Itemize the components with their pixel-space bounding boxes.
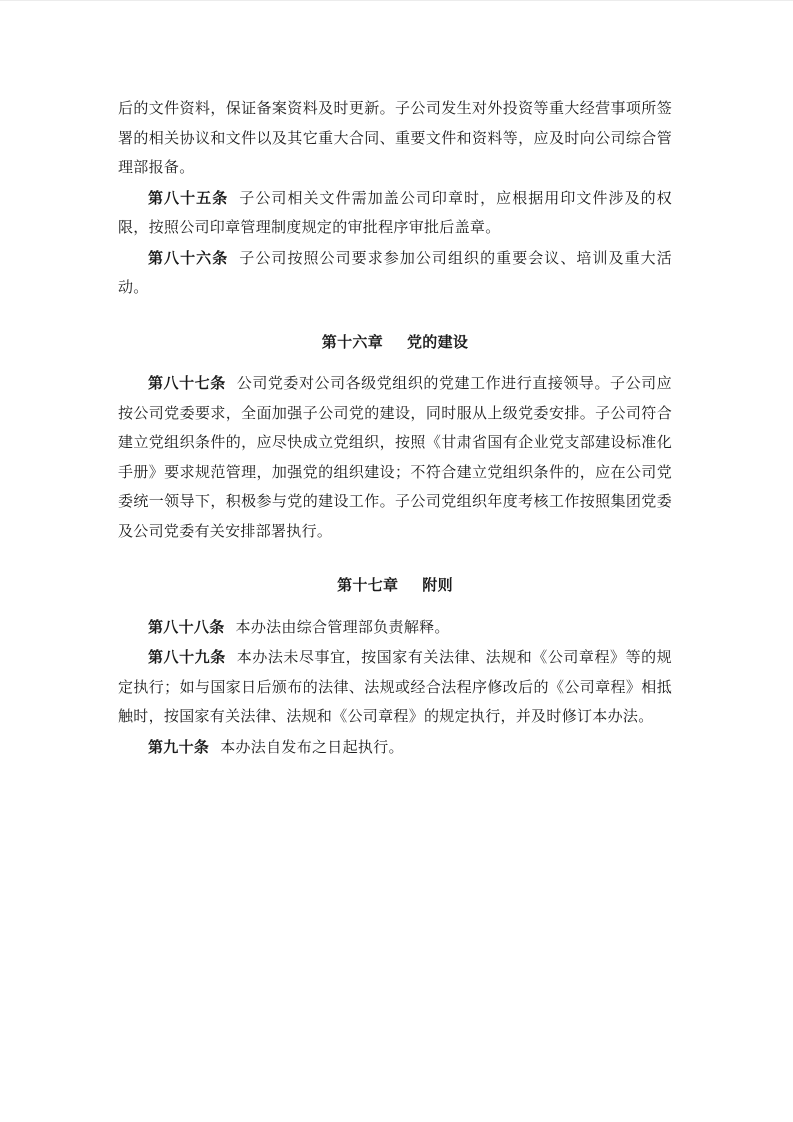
- article-89-text: 本办法未尽事宜，按国家有关法律、法规和《公司章程》等的规定执行；如与国家日后颁布的法律、法规或经合法程序修改后的《公司章程》相抵触时，按国家有关法律、法规和《公司章程》的规定执行，并及时修订本办法。: [118, 650, 672, 725]
- article-87-number: 第八十七条: [148, 375, 226, 392]
- article-85-text: 子公司相关文件需加盖公司印章时，应根据用印文件涉及的权限，按照公司印章管理制度规定的审批程序审批后盖章。: [118, 190, 672, 236]
- article-88-text: 本办法由综合管理部负责解释。: [235, 619, 450, 636]
- article-85-number: 第八十五条: [148, 189, 229, 207]
- chapter-17-heading: [118, 571, 672, 601]
- chapter-17-title: 附则: [422, 577, 453, 594]
- article-90-paragraph: [118, 733, 672, 764]
- article-85-paragraph: [118, 184, 672, 244]
- article-89-number: 第八十九条: [148, 649, 226, 666]
- chapter-16-title: 党的建设: [407, 333, 469, 351]
- article-86-text: 子公司按照公司要求参加公司组织的重要会议、培训及重大活动。: [118, 250, 672, 296]
- article-88-paragraph: [118, 613, 672, 644]
- article-88-number: 第八十八条: [148, 618, 225, 636]
- document-content: [118, 95, 672, 763]
- article-86-paragraph: [118, 244, 672, 304]
- chapter-16-number: 第十六章: [321, 333, 383, 351]
- article-90-text: 本办法自发布之日起执行。: [220, 739, 404, 756]
- article-87-paragraph: [118, 369, 672, 547]
- article-89-paragraph: [118, 643, 672, 733]
- chapter-17-number: 第十七章: [337, 577, 399, 594]
- article-87-text: 公司党委对公司各级党组织的党建工作进行直接领导。子公司应按公司党委要求，全面加强子公司党的建设，同时服从上级党委安排。子公司符合建立党组织条件的，应尽快成立党组织，按照《甘肃省国有企业党支部建设标准化手册》要求规范管理，加强党的组织建设；不符合建立党组织条件的，应在公司党委统一领导下，积极参与党的建设工作。子公司党组织年度考核工作按照集团党委及公司党委有关安排部署执行。: [118, 376, 672, 540]
- paragraph-continuation: 后的文件资料，保证备案资料及时更新。子公司发生对外投资等重大经营事项所签署的相关协议和文件以及其它重大合同、重要文件和资料等，应及时向公司综合管理部报备。: [118, 101, 672, 176]
- article-86-number: 第八十六条: [148, 249, 229, 267]
- article-90-number: 第九十条: [148, 738, 210, 756]
- chapter-16-heading: [118, 328, 672, 358]
